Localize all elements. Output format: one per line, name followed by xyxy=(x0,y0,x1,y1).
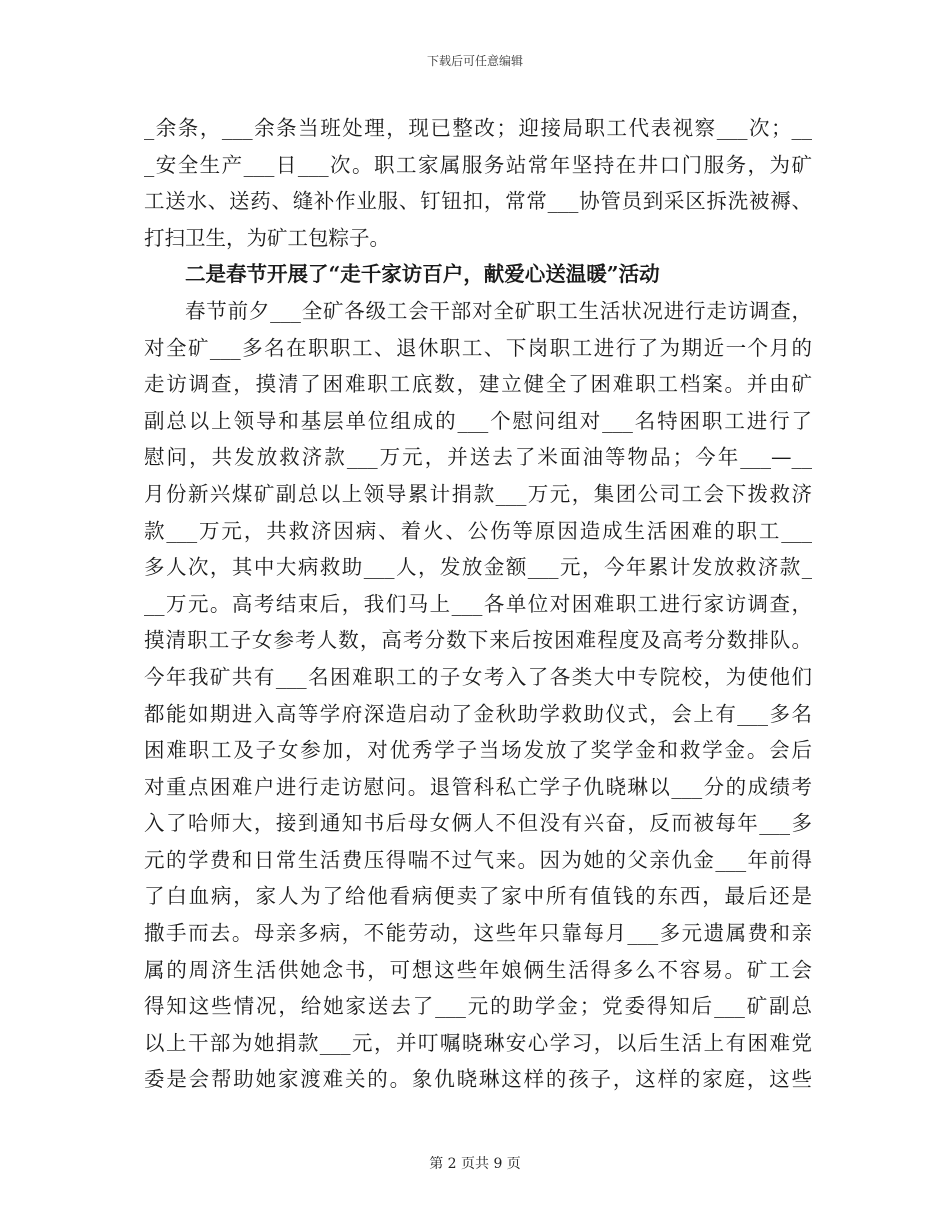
text-line: 对重点困难户进行走访慰问。退管科私亡学子仇晓琳以___分的成绩考 xyxy=(144,774,812,799)
text-line: 走访调查，摸清了困难职工底数，建立健全了困难职工档案。并由矿 xyxy=(144,372,812,397)
text-line: 委是会帮助她家渡难关的。象仇晓琳这样的孩子，这样的家庭，这些 xyxy=(144,1067,812,1092)
text-line: 得知这些情况，给她家送去了___元的助学金；党委得知后___矿副总 xyxy=(144,994,812,1019)
text-line: 困难职工及子女参加，对优秀学子当场发放了奖学金和救学金。会后 xyxy=(144,738,812,763)
section-heading: 二是春节开展了“走千家访百户，献爱心送温暖”活动 xyxy=(185,262,660,287)
text-line: 月份新兴煤矿副总以上领导累计捐款___万元，集团公司工会下拨救济 xyxy=(144,481,812,506)
document-body xyxy=(144,110,812,1098)
page-number: 第 2 页共 9 页 xyxy=(429,1156,521,1172)
text-line: 摸清职工子女参考人数，高考分数下来后按困难程度及高考分数排队。 xyxy=(144,628,812,653)
text-line: 副总以上领导和基层单位组成的___个慰问组对___名特困职工进行了 xyxy=(144,408,812,433)
text-line: 撒手而去。母亲多病，不能劳动，这些年只靠每月___多元遗属费和亲 xyxy=(144,921,812,946)
text-line: 都能如期进入高等学府深造启动了金秋助学救助仪式，会上有___多名 xyxy=(144,701,812,726)
page-header-note: 下载后可任意编辑 xyxy=(426,54,523,68)
text-line: 打扫卫生，为矿工包粽子。 xyxy=(144,225,390,250)
text-line: 工送水、送药、缝补作业服、钉钮扣，常常___协管员到采区拆洗被褥、 xyxy=(144,189,812,214)
text-line: 款___万元，共救济因病、着火、公伤等原因造成生活困难的职工___ xyxy=(144,518,812,543)
text-line: _安全生产___日___次。职工家属服务站常年坚持在井口门服务，为矿 xyxy=(144,152,812,177)
text-line: 春节前夕___全矿各级工会干部对全矿职工生活状况进行走访调查， xyxy=(185,298,812,323)
text-line: 入了哈师大，接到通知书后母女俩人不但没有兴奋，反而被每年___多 xyxy=(144,811,812,836)
text-line: 以上干部为她捐款___元，并叮嘱晓琳安心学习，以后生活上有困难党 xyxy=(144,1030,812,1055)
text-line: __万元。高考结束后，我们马上___各单位对困难职工进行家访调查， xyxy=(144,591,812,616)
text-line: 今年我矿共有___名困难职工的子女考入了各类大中专院校，为使他们 xyxy=(144,664,812,689)
text-line: 属的周济生活供她念书，可想这些年娘俩生活得多么不容易。矿工会 xyxy=(144,957,812,982)
text-line: 元的学费和日常生活费压得喘不过气来。因为她的父亲仇金___年前得 xyxy=(144,847,812,872)
text-line: 了白血病，家人为了给他看病便卖了家中所有值钱的东西，最后还是 xyxy=(144,884,812,909)
text-line: 慰问，共发放救济款___万元，并送去了米面油等物品；今年___—__ xyxy=(144,445,812,470)
text-line: _余条，___余条当班处理，现已整改；迎接局职工代表视察___次；__ xyxy=(144,116,812,140)
text-line: 多人次，其中大病救助___人，发放金额___元，今年累计发放救济款_ xyxy=(144,555,812,580)
text-line: 对全矿___多名在职职工、退休职工、下岗职工进行了为期近一个月的 xyxy=(144,335,812,360)
